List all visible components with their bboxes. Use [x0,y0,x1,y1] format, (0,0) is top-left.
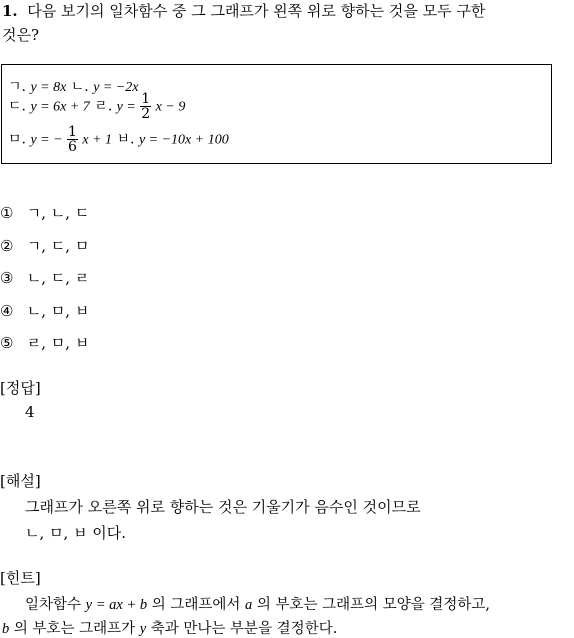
option-expr-mieum-lhs: y = − [30,132,63,148]
option-expr-bieup: y = −10x + 100 [138,132,229,148]
hint-line1 [25,593,490,614]
hint-text: 축과 만나는 부분을 결정한다. [150,621,338,637]
explanation-label: [해설] [0,472,41,490]
option-expr-rieul-rhs: x − 9 [155,99,186,115]
explanation-line1: 그래프가 오른쪽 위로 향하는 것은 기울기가 음수인 것이므로 [25,498,421,516]
choice-4[interactable] [0,300,89,321]
option-expr-giyeok: y = 8x [30,80,67,95]
choice-text: ㄴ, ㄷ, ㄹ [26,269,90,287]
option-label-bieup: ㅂ. [116,131,135,148]
option-label-rieul: ㄹ. [94,98,113,115]
hint-math: y [139,621,147,637]
hint-text: 의 그래프에서 [151,597,241,613]
explanation-line2: ㄴ, ㅁ, ㅂ 이다. [25,524,127,542]
options-row-2 [8,92,185,121]
option-label-giyeok: ㄱ. [8,79,26,95]
choice-text: ㄱ, ㄴ, ㄷ [26,204,90,222]
hint-text: 의 부호는 그래프가 [13,621,136,637]
choice-text: ㄱ, ㄷ, ㅁ [26,237,90,255]
option-expr-digeut: y = 6x + 7 [30,99,90,115]
hint-math: b [2,621,10,637]
fraction-numerator: 1 [141,91,151,107]
question-line2: 것은? [2,26,40,44]
choice-1[interactable] [0,202,89,223]
choice-marker: ⑤ [0,334,14,352]
choice-5[interactable] [0,332,89,353]
choice-2[interactable] [0,235,89,256]
option-expr-mieum-rhs: x + 1 [82,132,113,148]
question-line1: 다음 보기의 일차함수 중 그 그래프가 왼쪽 위로 향하는 것을 모두 구한 [27,2,486,20]
option-label-nieun: ㄴ. [70,79,89,95]
options-row-3 [8,125,229,154]
fraction-one-sixth [67,125,78,154]
choice-marker: ② [0,237,14,255]
fraction-one-half [140,92,151,121]
choice-marker: ④ [0,302,14,320]
hint-math: a [244,597,253,613]
hint-text: 의 부호는 그래프의 모양을 결정하고, [256,597,490,613]
answer-value: 4 [25,403,35,421]
question-number: 1. [2,2,18,20]
question-text [2,0,485,21]
option-label-digeut: ㄷ. [8,98,26,115]
choice-3[interactable] [0,267,89,288]
fraction-numerator: 1 [68,124,77,140]
option-expr-rieul-lhs: y = [116,99,136,115]
hint-text: 일차함수 [25,597,82,613]
choice-marker: ③ [0,269,14,287]
option-expr-nieun: y = −2x [93,80,139,95]
option-label-mieum: ㅁ. [8,131,26,148]
fraction-denominator: 2 [141,106,151,122]
answer-label: [정답] [0,379,41,397]
hint-math: y = ax + b [85,597,148,613]
hint-label: [힌트] [0,569,41,587]
choice-text: ㄴ, ㅁ, ㅂ [26,302,90,320]
choice-text: ㄹ, ㅁ, ㅂ [26,334,90,352]
fraction-denominator: 6 [68,139,77,155]
choice-marker: ① [0,204,14,222]
